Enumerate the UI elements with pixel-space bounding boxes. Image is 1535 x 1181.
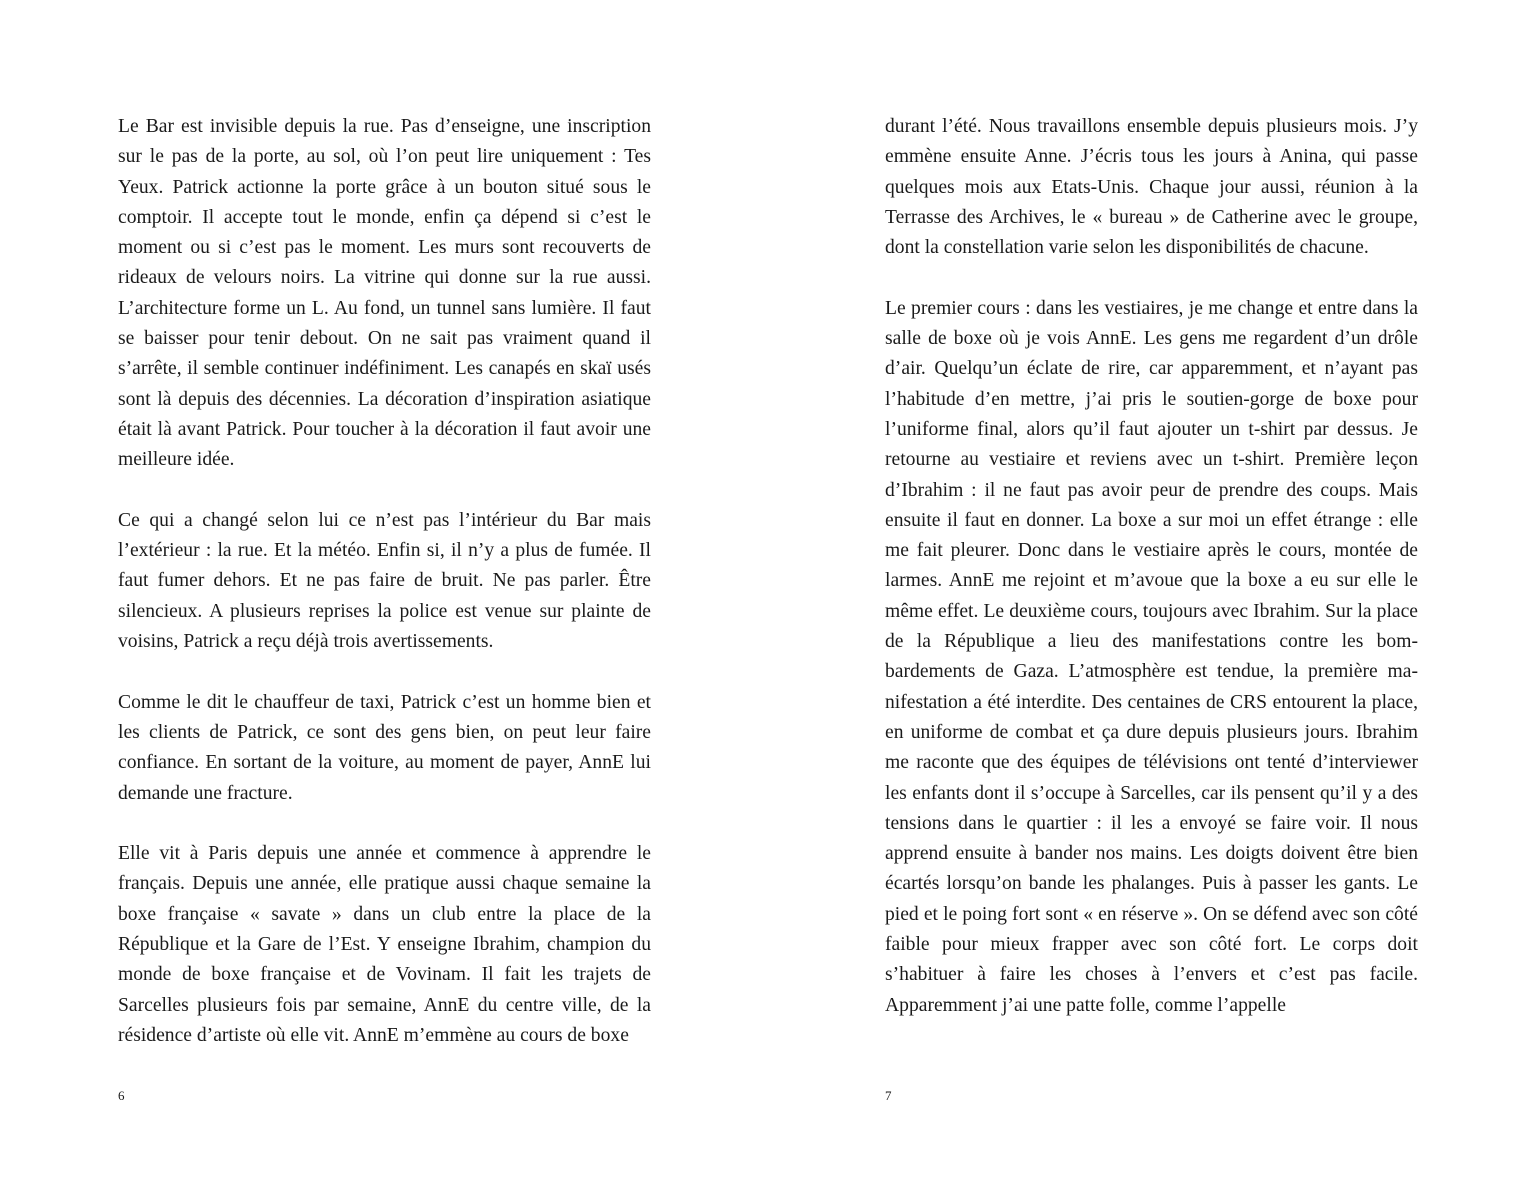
page-number: 7 xyxy=(885,1088,892,1103)
left-page-text xyxy=(118,112,651,1051)
paragraph-taxi-driver: Comme le dit le chauffeur de taxi, Patrick c’est un homme bien et les clients de Patrick, ce sont des gens bien, on peut leur faire confiance. En sortant de la voiture, au moment de payer, AnnE lui demande une fracture. xyxy=(118,691,651,804)
paragraph-first-class: Le premier cours : dans les vestiaires, je me change et entre dans la salle de boxe où je vois AnnE. Les gens me regardent d’un drôle d’air. Quelqu’un éclate de rire, car apparemment, et n’ayant pas l’habitude d’en mettre, j’ai pris le soutien-gorge de boxe pour l’uniforme final, alors qu’il faut ajouter un t-shirt par dessus. Je retourne au vestiaire et reviens avec un t-shirt. Première leçon d’Ibrahim : il ne faut pas avoir peur de prendre des coups. Mais ensuite il faut en donner. La boxe a sur moi un effet étrange : elle me fait pleurer. Donc dans le vestiaire après le cours, montée de larmes. AnnE me rejoint et m’avoue que la boxe a eu sur elle le même effet. Le deuxième cours, toujours avec Ibrahim. Sur la place de la République a lieu des manifestations contre les bombardements de Gaza. L’atmosphère est tendue, la première manifestation a été interdite. Des centaines de CRS entourent la place, en uniforme de combat et ça dure depuis plusieurs jours. Ibrahim me raconte que des équipes de télévisions ont tenté d’interviewer les enfants dont il s’occupe à Sarcelles, car ils pensent qu’il y a des tensions dans le quartier : il les a envoyé se faire voir. Il nous apprend ensuite à bander nos mains. Les doigts doivent être bien écartés lorsqu’on bande les phalanges. Puis à passer les gants. Le pied et le poing fort sont « en réserve ». On se défend avec son côté faible pour mieux frapper avec son côté fort. Le corps doit s’habituer à faire les choses à l’envers et c’est pas facile. Apparemment j’ai une patte folle, comme l’appelle xyxy=(885,297,1418,1016)
right-page-text xyxy=(885,112,1418,1021)
page-number: 6 xyxy=(118,1088,125,1103)
paragraph-bar-description: Le Bar est invisible depuis la rue. Pas d’enseigne, une inscription sur le pas de la porte, au sol, où l’on peut lire uniquement : Tes Yeux. Patrick actionne la porte grâce à un bouton situé sous le comptoir. Il accepte tout le monde, enfin ça dépend si c’est le moment ou si c’est pas le moment. Les murs sont recouverts de rideaux de velours noirs. La vitrine qui donne sur la rue aussi. L’architecture forme un L. Au fond, un tunnel sans lumière. Il faut se baisser pour tenir debout. On ne sait pas vraiment quand il s’arrête, il semble continuer indéfiniment. Les canapés en skaï usés sont là depuis des décennies. La décoration d’inspiration asiatique était là avant Patrick. Pour toucher à la décoration il faut avoir une meilleure idée. xyxy=(118,116,651,471)
paragraph-anne-paris: Elle vit à Paris depuis une année et commence à apprendre le français. Depuis une année, elle pratique aussi chaque semaine la boxe française « savate » dans un club entre la place de la République et la Gare de l’Est. Y enseigne Ibrahim, champion du monde de boxe française et de Vovinam. Il fait les trajets de Sarcelles plusieurs fois par semaine, AnnE du centre ville, de la résidence d’artiste où elle vit. AnnE m’emmène au cours de boxe xyxy=(118,843,651,1046)
paragraph-what-changed: Ce qui a changé selon lui ce n’est pas l’intérieur du Bar mais l’extérieur : la rue. Et la météo. Enfin si, il n’y a plus de fumée. Il faut fumer dehors. Et ne pas faire de bruit. Ne pas parler. Être silencieux. A plusieurs reprises la police est venue sur plainte de voisins, Patrick a reçu déjà trois avertissements. xyxy=(118,509,651,653)
right-page xyxy=(767,0,1534,1181)
paragraph-summer-work: durant l’été. Nous travaillons ensemble depuis plusieurs mois. J’y emmène ensuite Anne. J’écris tous les jours à Anina, qui passe quelques mois aux Etats-Unis. Chaque jour aussi, réunion à la Terrasse des Archives, le « bureau » de Catherine avec le groupe, dont la constellation varie selon les disponibilités de chacune. xyxy=(885,116,1418,259)
left-page xyxy=(0,0,767,1181)
